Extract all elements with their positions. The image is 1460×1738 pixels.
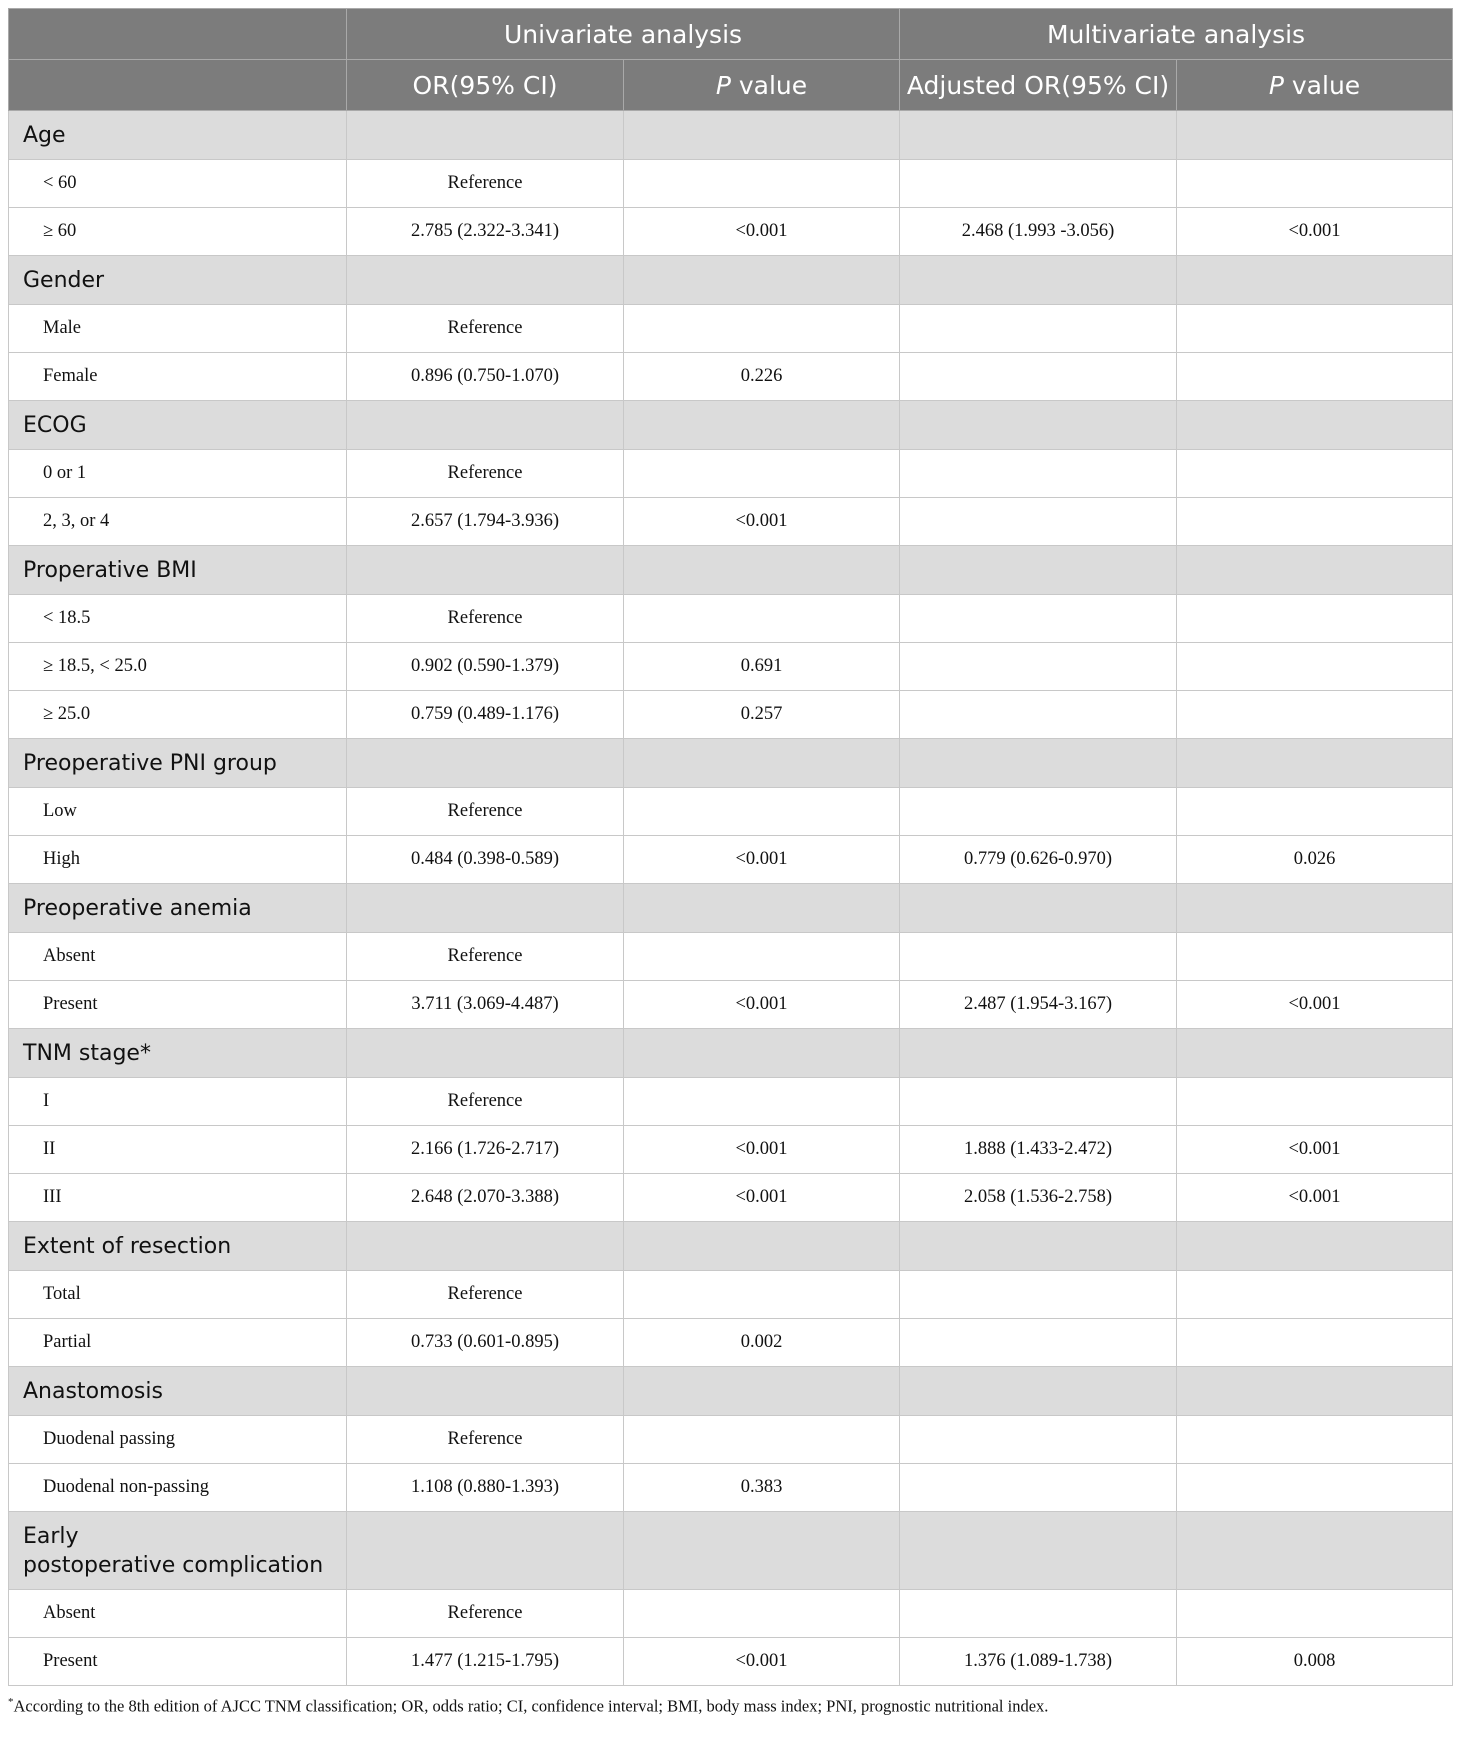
- p-cell: <0.001: [624, 836, 900, 884]
- footnote-mark: *: [8, 1696, 14, 1708]
- or-cell: 0.733 (0.601-0.895): [347, 1319, 624, 1367]
- adj-p-cell: [1177, 691, 1453, 739]
- group-row-anastomosis: [9, 1367, 1453, 1416]
- or-cell: 1.108 (0.880-1.393): [347, 1464, 624, 1512]
- row-label: < 60: [9, 160, 347, 208]
- adj-or-cell: [900, 1319, 1177, 1367]
- table-row: [9, 450, 1453, 498]
- table-row: [9, 691, 1453, 739]
- table-row: [9, 208, 1453, 256]
- or-cell: Reference: [347, 305, 624, 353]
- p-cell: <0.001: [624, 498, 900, 546]
- adj-p-cell: [1177, 498, 1453, 546]
- table-footnote: [8, 1696, 1452, 1717]
- row-label: ≥ 25.0: [9, 691, 347, 739]
- adj-or-cell: [900, 691, 1177, 739]
- regression-results-table: [8, 8, 1453, 1686]
- table-row: [9, 1078, 1453, 1126]
- adj-p-cell: <0.001: [1177, 1174, 1453, 1222]
- header-row-1: [9, 9, 1453, 60]
- table-header: [9, 9, 1453, 111]
- or-cell: Reference: [347, 1271, 624, 1319]
- adj-or-cell: [900, 1271, 1177, 1319]
- p-cell: 0.691: [624, 643, 900, 691]
- header-row-2: [9, 60, 1453, 111]
- row-label: Total: [9, 1271, 347, 1319]
- group-label-line-2: postoperative complication: [23, 1552, 324, 1578]
- p-cell: <0.001: [624, 1638, 900, 1686]
- table-row: [9, 788, 1453, 836]
- or-cell: 2.657 (1.794-3.936): [347, 498, 624, 546]
- table-row: [9, 1271, 1453, 1319]
- or-cell: 0.759 (0.489-1.176): [347, 691, 624, 739]
- or-cell: 0.484 (0.398-0.589): [347, 836, 624, 884]
- adj-p-cell: [1177, 1590, 1453, 1638]
- row-label: II: [9, 1126, 347, 1174]
- table-row: [9, 595, 1453, 643]
- adj-p-cell: [1177, 353, 1453, 401]
- adj-or-cell: [900, 1590, 1177, 1638]
- row-label: III: [9, 1174, 347, 1222]
- row-label: ≥ 18.5, < 25.0: [9, 643, 347, 691]
- group-row-age: [9, 111, 1453, 160]
- p-cell: <0.001: [624, 208, 900, 256]
- adj-or-cell: [900, 160, 1177, 208]
- row-label: Partial: [9, 1319, 347, 1367]
- table-row: [9, 836, 1453, 884]
- p-cell: [624, 305, 900, 353]
- adj-p-cell: [1177, 305, 1453, 353]
- table-row: [9, 498, 1453, 546]
- p-cell: [624, 1271, 900, 1319]
- adj-or-cell: 1.888 (1.433-2.472): [900, 1126, 1177, 1174]
- or-cell: Reference: [347, 160, 624, 208]
- p-cell: 0.383: [624, 1464, 900, 1512]
- p-value-header: [624, 60, 900, 111]
- table-row: [9, 1174, 1453, 1222]
- row-label: Female: [9, 353, 347, 401]
- table-row: [9, 1126, 1453, 1174]
- row-label: Duodenal non-passing: [9, 1464, 347, 1512]
- p-cell: [624, 450, 900, 498]
- table-row: [9, 981, 1453, 1029]
- adj-or-cell: 2.058 (1.536-2.758): [900, 1174, 1177, 1222]
- or-cell: 2.166 (1.726-2.717): [347, 1126, 624, 1174]
- or-cell: Reference: [347, 1078, 624, 1126]
- table-row: [9, 160, 1453, 208]
- adj-or-cell: [900, 1464, 1177, 1512]
- or-cell: Reference: [347, 933, 624, 981]
- adj-or-cell: [900, 353, 1177, 401]
- or-cell: 0.902 (0.590-1.379): [347, 643, 624, 691]
- adjusted-or-ci-header: Adjusted OR(95% CI): [900, 60, 1177, 111]
- row-label: 2, 3, or 4: [9, 498, 347, 546]
- row-label: High: [9, 836, 347, 884]
- p-cell: <0.001: [624, 981, 900, 1029]
- row-label: Absent: [9, 1590, 347, 1638]
- adj-or-cell: [900, 305, 1177, 353]
- adj-p-cell: [1177, 595, 1453, 643]
- p-cell: [624, 788, 900, 836]
- adj-p-cell: 0.008: [1177, 1638, 1453, 1686]
- table-row: [9, 1464, 1453, 1512]
- footnote-text: According to the 8th edition of AJCC TNM classification; OR, odds ratio; CI, confidence interval; BMI, body mass index; PNI, prognostic nutritional index.: [13, 1696, 1049, 1716]
- header-blank-cell: [9, 60, 347, 111]
- table-row: [9, 1638, 1453, 1686]
- or-cell: Reference: [347, 788, 624, 836]
- row-label: < 18.5: [9, 595, 347, 643]
- header-blank-cell: [9, 9, 347, 60]
- adj-p-cell: [1177, 1416, 1453, 1464]
- group-label: Preoperative PNI group: [9, 739, 347, 788]
- group-label: Gender: [9, 256, 347, 305]
- adj-p-cell: 0.026: [1177, 836, 1453, 884]
- adj-or-cell: [900, 1078, 1177, 1126]
- group-row-gender: [9, 256, 1453, 305]
- p-cell: [624, 595, 900, 643]
- or-ci-header: OR(95% CI): [347, 60, 624, 111]
- or-cell: Reference: [347, 1416, 624, 1464]
- p-cell: [624, 1416, 900, 1464]
- p-cell: [624, 160, 900, 208]
- adj-p-cell: [1177, 643, 1453, 691]
- group-label: ECOG: [9, 401, 347, 450]
- adj-or-cell: [900, 933, 1177, 981]
- table-body: [9, 111, 1453, 1686]
- group-row-resection: [9, 1222, 1453, 1271]
- multivariate-header: Multivariate analysis: [900, 9, 1453, 60]
- adj-or-cell: [900, 450, 1177, 498]
- adj-p-cell: [1177, 1464, 1453, 1512]
- or-cell: 0.896 (0.750-1.070): [347, 353, 624, 401]
- univariate-header: Univariate analysis: [347, 9, 900, 60]
- group-row-complication: [9, 1512, 1453, 1590]
- p-cell: <0.001: [624, 1174, 900, 1222]
- adj-or-cell: [900, 1416, 1177, 1464]
- group-row-anemia: [9, 884, 1453, 933]
- adj-p-cell: [1177, 160, 1453, 208]
- adj-p-cell: [1177, 1078, 1453, 1126]
- adj-or-cell: 2.487 (1.954-3.167): [900, 981, 1177, 1029]
- adj-p-cell: [1177, 1319, 1453, 1367]
- adj-p-cell: [1177, 1271, 1453, 1319]
- adj-p-cell: [1177, 933, 1453, 981]
- adj-p-cell: [1177, 450, 1453, 498]
- group-row-tnm: [9, 1029, 1453, 1078]
- table-row: [9, 1590, 1453, 1638]
- row-label: 0 or 1: [9, 450, 347, 498]
- row-label: Low: [9, 788, 347, 836]
- results-table-container: [8, 8, 1452, 1717]
- or-cell: 2.785 (2.322-3.341): [347, 208, 624, 256]
- row-label: Present: [9, 1638, 347, 1686]
- adj-or-cell: [900, 595, 1177, 643]
- group-label: Anastomosis: [9, 1367, 347, 1416]
- p-cell: 0.002: [624, 1319, 900, 1367]
- p-cell: 0.257: [624, 691, 900, 739]
- p-cell: 0.226: [624, 353, 900, 401]
- group-label: Extent of resection: [9, 1222, 347, 1271]
- row-label: Male: [9, 305, 347, 353]
- group-label-line-1: Early: [23, 1523, 79, 1549]
- group-row-ecog: [9, 401, 1453, 450]
- row-label: Absent: [9, 933, 347, 981]
- adj-or-cell: 1.376 (1.089-1.738): [900, 1638, 1177, 1686]
- row-label: Duodenal passing: [9, 1416, 347, 1464]
- p-symbol: P: [1268, 70, 1284, 100]
- adj-p-cell: <0.001: [1177, 208, 1453, 256]
- row-label: Present: [9, 981, 347, 1029]
- table-row: [9, 353, 1453, 401]
- group-row-bmi: [9, 546, 1453, 595]
- row-label: I: [9, 1078, 347, 1126]
- or-cell: 1.477 (1.215-1.795): [347, 1638, 624, 1686]
- or-cell: Reference: [347, 1590, 624, 1638]
- adj-or-cell: 0.779 (0.626-0.970): [900, 836, 1177, 884]
- p-symbol: P: [715, 70, 731, 100]
- group-label: Properative BMI: [9, 546, 347, 595]
- adj-or-cell: [900, 643, 1177, 691]
- table-row: [9, 1416, 1453, 1464]
- table-row: [9, 305, 1453, 353]
- table-row: [9, 643, 1453, 691]
- adj-or-cell: 2.468 (1.993 -3.056): [900, 208, 1177, 256]
- p-value-suffix: value: [730, 70, 808, 100]
- adj-or-cell: [900, 498, 1177, 546]
- or-cell: 3.711 (3.069-4.487): [347, 981, 624, 1029]
- or-cell: Reference: [347, 450, 624, 498]
- p-cell: [624, 1590, 900, 1638]
- adj-p-cell: [1177, 788, 1453, 836]
- group-label: [9, 1512, 347, 1590]
- adj-p-cell: <0.001: [1177, 981, 1453, 1029]
- or-cell: 2.648 (2.070-3.388): [347, 1174, 624, 1222]
- group-label: TNM stage*: [9, 1029, 347, 1078]
- table-row: [9, 1319, 1453, 1367]
- adj-p-cell: <0.001: [1177, 1126, 1453, 1174]
- row-label: ≥ 60: [9, 208, 347, 256]
- group-label: Preoperative anemia: [9, 884, 347, 933]
- or-cell: Reference: [347, 595, 624, 643]
- table-row: [9, 933, 1453, 981]
- p-value-suffix: value: [1283, 70, 1361, 100]
- group-label: Age: [9, 111, 347, 160]
- group-row-pni: [9, 739, 1453, 788]
- adj-or-cell: [900, 788, 1177, 836]
- p-cell: [624, 933, 900, 981]
- p-cell: <0.001: [624, 1126, 900, 1174]
- adjusted-p-value-header: [1177, 60, 1453, 111]
- p-cell: [624, 1078, 900, 1126]
